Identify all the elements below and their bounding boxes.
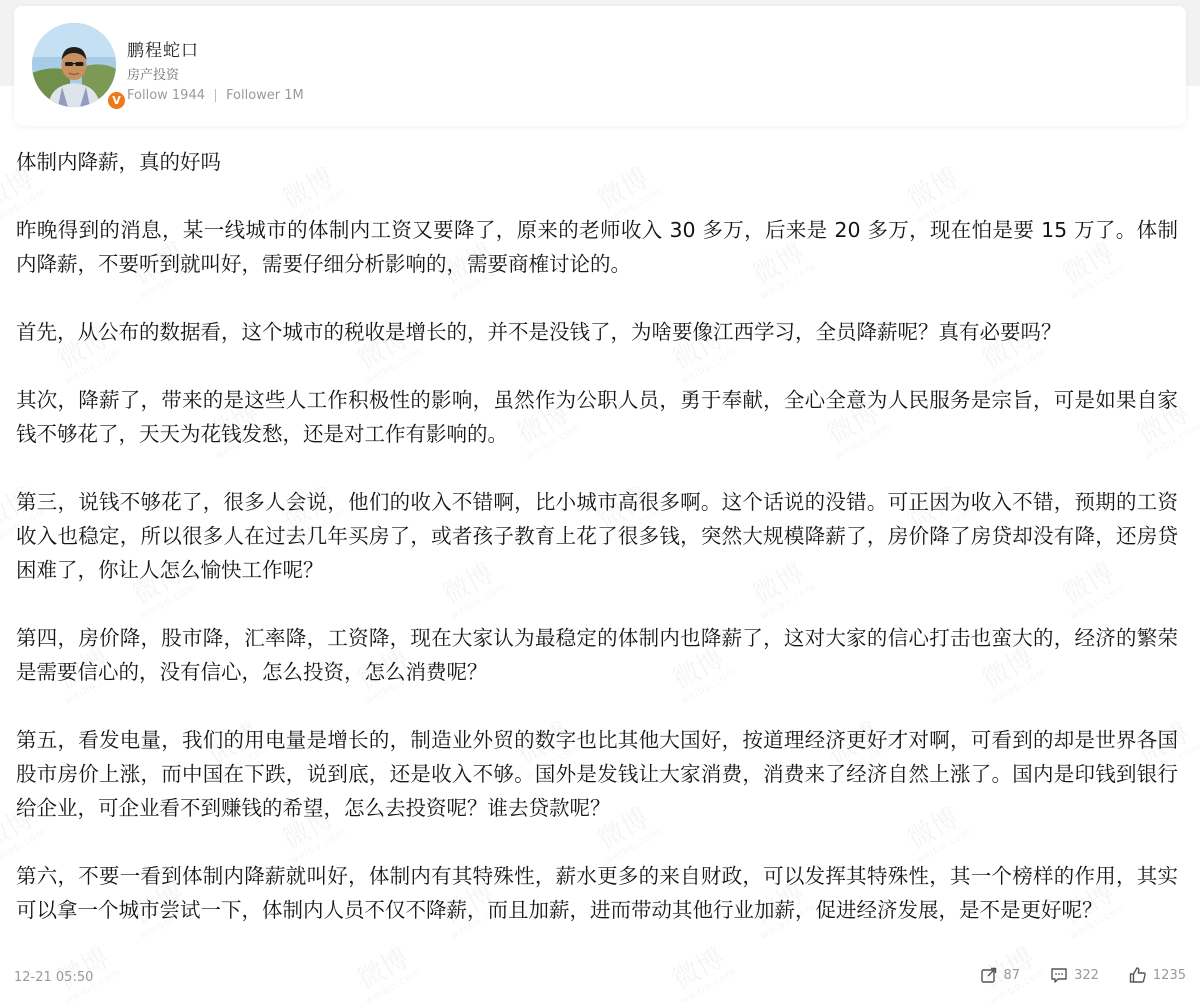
profile-card bbox=[14, 6, 1186, 126]
user-stats bbox=[127, 88, 304, 103]
share-icon bbox=[980, 966, 998, 984]
like-button[interactable] bbox=[1129, 966, 1186, 984]
post-title: 体制内降薪，真的好吗 bbox=[16, 150, 221, 174]
post-paragraph: 昨晚得到的消息，某一线城市的体制内工资又要降了，原来的老师收入 30 多万，后来是 20 多万，现在怕是要 15 万了。体制内降薪，不要听到就叫好，需要仔细分析影响的，需要商榷讨论的。 bbox=[16, 218, 1178, 276]
comment-button[interactable] bbox=[1050, 966, 1099, 984]
avatar[interactable] bbox=[32, 23, 116, 107]
post-paragraph: 第五，看发电量，我们的用电量是增长的，制造业外贸的数字也比其他大国好，按道理经济更好才对啊，可看到的却是世界各国股市房价上涨，而中国在下跌，说到底，还是收入不够。国外是发钱让大家消费，消费来了经济自然上涨了。国内是印钱到银行给企业，可企业看不到赚钱的希望，怎么去投资呢？谁去贷款呢？ bbox=[16, 728, 1178, 820]
comment-icon bbox=[1050, 966, 1068, 984]
thumbs-up-icon bbox=[1129, 966, 1147, 984]
post-paragraph: 其次，降薪了，带来的是这些人工作积极性的影响，虽然作为公职人员，勇于奉献，全心全意为人民服务是宗旨，可是如果自家钱不够花了，天天为花钱发愁，还是对工作有影响的。 bbox=[16, 388, 1178, 446]
post-body bbox=[16, 145, 1178, 927]
repost-count: 87 bbox=[1003, 967, 1021, 983]
verified-badge: V bbox=[106, 90, 127, 111]
post-footer bbox=[14, 966, 1186, 990]
post-paragraph: 第四，房价降，股市降，汇率降，工资降，现在大家认为最稳定的体制内也降薪了，这对大家的信心打击也蛮大的，经济的繁荣是需要信心的，没有信心，怎么投资，怎么消费呢？ bbox=[16, 626, 1178, 684]
comment-count: 322 bbox=[1074, 967, 1099, 983]
post-paragraph: 首先，从公布的数据看，这个城市的税收是增长的，并不是没钱了，为啥要像江西学习，全员降薪呢？真有必要吗？ bbox=[16, 320, 1062, 344]
user-description: 房产投资 bbox=[127, 68, 180, 83]
user-name[interactable]: 鹏程蛇口 bbox=[127, 41, 199, 61]
post-timestamp: 12-21 05:50 bbox=[14, 970, 94, 985]
post-actions bbox=[950, 966, 1186, 984]
stats-divider bbox=[215, 89, 216, 102]
repost-button[interactable] bbox=[980, 966, 1021, 984]
follow-count[interactable]: Follow 1944 bbox=[127, 88, 205, 103]
follower-count[interactable]: Follower 1M bbox=[226, 88, 304, 103]
post-paragraph: 第六，不要一看到体制内降薪就叫好，体制内有其特殊性，薪水更多的来自财政，可以发挥其特殊性，其一个榜样的作用，其实可以拿一个城市尝试一下，体制内人员不仅不降薪，而且加薪，进而带动其他行业加薪，促进经济发展，是不是更好呢？ bbox=[16, 864, 1178, 922]
like-count: 1235 bbox=[1152, 967, 1186, 983]
post-paragraph: 第三，说钱不够花了，很多人会说，他们的收入不错啊，比小城市高很多啊。这个话说的没错。可正因为收入不错，预期的工资收入也稳定，所以很多人在过去几年买房了，或者孩子教育上花了很多钱，突然大规模降薪了，房价降了房贷却没有降，还房贷困难了，你让人怎么愉快工作呢？ bbox=[16, 490, 1178, 582]
